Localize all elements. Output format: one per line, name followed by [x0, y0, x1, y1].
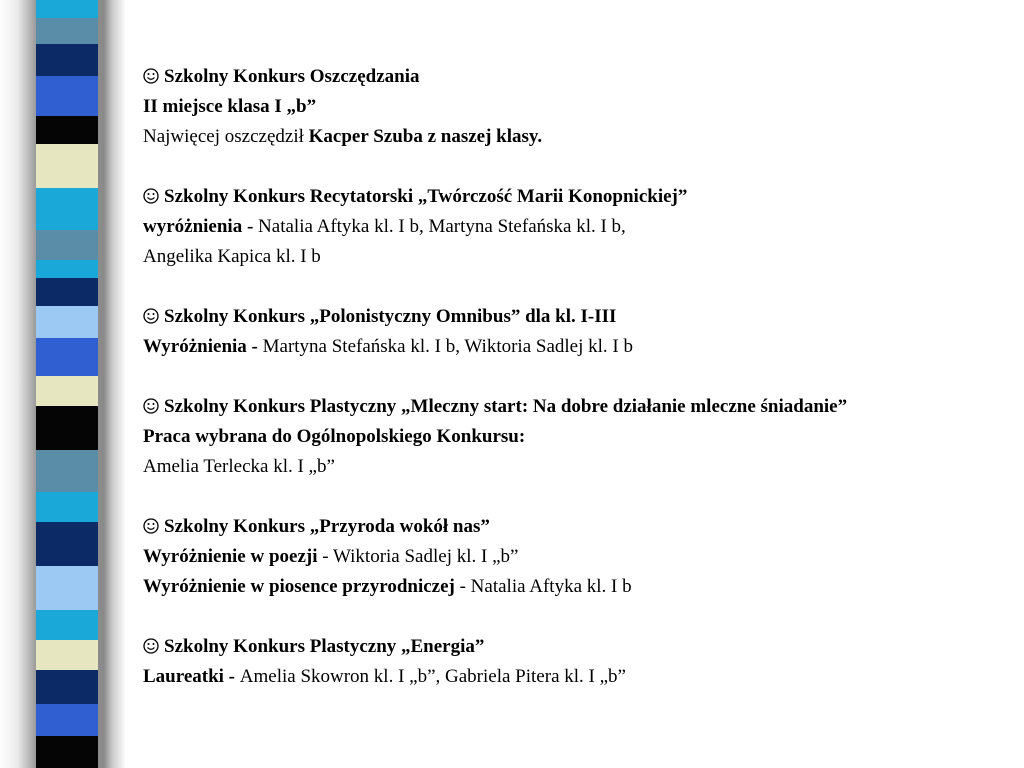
stripe-segment [36, 76, 98, 116]
winner-names: - Wiktoria Sadlej kl. I „b” [317, 546, 519, 567]
winner-names: - Natalia Aftyka kl. I b [454, 576, 632, 597]
winner-names: Martyna Stefańska kl. I b, Wiktoria Sadlej kl. I b [262, 336, 633, 357]
award-label: wyróżnienia - [143, 216, 259, 237]
stripe-segment [36, 338, 98, 376]
stripe-segment [36, 450, 98, 492]
decorative-stripe-bar [36, 0, 98, 768]
spacer [143, 152, 1013, 182]
detail-text: Najwięcej oszczędził [143, 126, 309, 147]
section-2-line-3 [143, 242, 1013, 272]
section-3-line-2 [143, 332, 1013, 362]
section-4-line-2 [143, 422, 1013, 452]
winner-names: Amelia Terlecka kl. I „b” [143, 456, 335, 477]
smiley-face-icon [143, 638, 159, 654]
stripe-segment [36, 144, 98, 188]
stripe-segment [36, 670, 98, 704]
stripe-segment [36, 736, 98, 768]
smiley-face-icon [143, 398, 159, 414]
placement-text: II miejsce klasa I „b” [143, 96, 317, 117]
winner-names: Amelia Skowron kl. I „b”, Gabriela Pitera kl. I „b” [239, 666, 626, 687]
section-1-line-3 [143, 122, 1013, 152]
section-5-line-2 [143, 542, 1013, 572]
award-label: Wyróżnienie w poezji [143, 546, 318, 567]
section-4-line-3 [143, 452, 1013, 482]
smiley-face-icon [143, 518, 159, 534]
smiley-face-icon [143, 188, 159, 204]
smiley-face-icon [143, 308, 159, 324]
award-label: Laureatki - [143, 666, 240, 687]
spacer [143, 362, 1013, 392]
stripe-segment [36, 522, 98, 566]
stripe-segment [36, 188, 98, 230]
section-title-text: Szkolny Konkurs „Przyroda wokół nas” [164, 516, 490, 537]
stripe-segment [36, 406, 98, 450]
stripe-segment [36, 376, 98, 406]
section-title-text: Szkolny Konkurs „Polonistyczny Omnibus” dla kl. I-III [164, 306, 617, 327]
section-3-title [143, 302, 1013, 332]
section-title-text: Szkolny Konkurs Oszczędzania [164, 66, 420, 87]
winner-names: Natalia Aftyka kl. I b, Martyna Stefańska kl. I b, [258, 216, 626, 237]
section-2-line-2 [143, 212, 1013, 242]
section-5-title [143, 512, 1013, 542]
spacer [143, 602, 1013, 632]
stripe-segment [36, 116, 98, 144]
stripe-segment [36, 704, 98, 736]
stripe-segment [36, 492, 98, 522]
winner-names: Angelika Kapica kl. I b [143, 246, 321, 267]
section-1-title [143, 62, 1013, 92]
section-4-title [143, 392, 1013, 422]
stripe-segment [36, 610, 98, 640]
spacer [143, 482, 1013, 512]
section-5-line-3 [143, 572, 1013, 602]
stripe-segment [36, 640, 98, 670]
stripe-segment [36, 278, 98, 306]
stripe-segment [36, 260, 98, 278]
stripe-segment [36, 0, 98, 18]
smiley-face-icon [143, 68, 159, 84]
section-title-text: Szkolny Konkurs Plastyczny „Mleczny start: Na dobre działanie mleczne śniadanie” [164, 396, 848, 417]
stripe-segment [36, 230, 98, 260]
stripe-segment [36, 18, 98, 44]
stripe-segment [36, 306, 98, 338]
spacer [143, 272, 1013, 302]
section-2-title [143, 182, 1013, 212]
stripe-segment [36, 44, 98, 76]
awards-list [143, 62, 1013, 692]
section-title-text: Szkolny Konkurs Plastyczny „Energia” [164, 636, 485, 657]
section-1-line-2 [143, 92, 1013, 122]
section-6-line-2 [143, 662, 1013, 692]
award-label: Wyróżnienia - [143, 336, 263, 357]
award-label: Praca wybrana do Ogólnopolskiego Konkursu: [143, 426, 526, 447]
section-title-text: Szkolny Konkurs Recytatorski „Twórczość Marii Konopnickiej” [164, 186, 688, 207]
stripe-segment [36, 566, 98, 610]
award-label: Wyróżnienie w piosence przyrodniczej [143, 576, 455, 597]
section-6-title [143, 632, 1013, 662]
winner-name: Kacper Szuba z naszej klasy. [308, 126, 543, 147]
